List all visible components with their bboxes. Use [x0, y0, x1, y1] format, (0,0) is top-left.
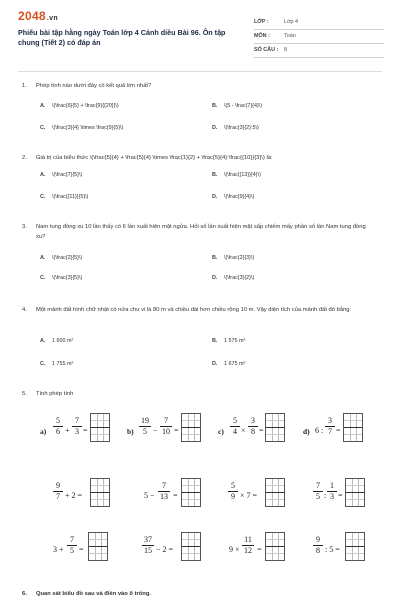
- fraction: $\frac{5}{9}$: [228, 482, 238, 501]
- fraction: $\frac{3}{8}$: [248, 417, 258, 436]
- answer-box[interactable]: [181, 532, 201, 561]
- meta-subject: MÔN : Toán: [254, 29, 384, 44]
- question-1: 1. Phép tính nào dưới đây có kết quả lớn nhất? A. \(\frac{6}{5} + \frac{9}{{20}}\) B. \(5 - \frac{7}{4}\) C. \(\frac{3}{4} \times \frac{9}{5}\) D. \(\frac{3}{2}:5\): [22, 83, 263, 131]
- part-d-label: d): [303, 427, 310, 436]
- answer-box[interactable]: [265, 478, 285, 507]
- equals: =: [79, 545, 84, 554]
- question-3: 3. Nam tung đồng xu 10 lần thấy có 6 lần xuất hiện mặt ngửa. Hỏi số lần xuất hiện mặt sấp chiếm mấy phần số lần Nam tung đồng xu? A. \(\frac{2}{5}\) B. \(\frac{2}{3}\) C. \(\frac{3}{5}\) D. \(\frac{3}{2}\): [22, 224, 366, 281]
- part-b-label: b): [127, 427, 134, 436]
- fraction: $\frac{37}{15}$: [144, 535, 152, 555]
- operator: +: [65, 426, 70, 435]
- question-4: 4. Một mảnh đất hình chữ nhật có nửa chu vi là 80 m và chiều dài hơn chiều rộng 10 m. Vậy diện tích của mảnh đất đó bằng: A. 1 600 m² B. 1 575 m² C. 1 755 m² D. 1 675 m²: [22, 307, 352, 367]
- question-2: 2. Giá trị của biểu thức \(\frac{5}{4} + \frac{5}{4} \times \frac{1}{2} + \frac{5}{4}:\frac{{10}}{3}\) là: A. \(\frac{7}{5}\) B. \(\frac{{13}}{4}\) C. \(\frac{{11}}{5}\) D. \(\frac{9}{4}\): [22, 155, 273, 200]
- fraction: $\frac{7}{5}$: [67, 536, 77, 555]
- fraction: $\frac{9}{8}$: [313, 536, 323, 555]
- worksheet-title: Phiếu bài tập hằng ngày Toán lớp 4 Cánh diều Bài 96. Ôn tập chung (Tiết 2) có đáp án: [18, 28, 226, 47]
- operator: + 2 =: [65, 491, 83, 500]
- part-a-label: a): [40, 427, 47, 436]
- fraction: $\frac{5}{4}$: [230, 417, 240, 436]
- site-logo[interactable]: 2048.vn: [18, 9, 58, 23]
- answer-box[interactable]: [265, 532, 285, 561]
- equals: =: [338, 491, 343, 500]
- question-5: 5. Tính phép tính: [22, 391, 74, 397]
- operator: 9 ×: [229, 545, 240, 554]
- fraction: $\frac{7}{3}$: [72, 417, 82, 436]
- operator: : 5 =: [325, 545, 340, 554]
- equals: =: [257, 545, 262, 554]
- answer-box[interactable]: [88, 532, 108, 561]
- fraction: $\frac{7}{5}$: [313, 482, 323, 501]
- answer-box[interactable]: [181, 413, 201, 442]
- fraction: $\frac{3}{7}$: [325, 417, 335, 436]
- answer-box[interactable]: [181, 478, 201, 507]
- operator: 3 +: [53, 545, 64, 554]
- answer-box[interactable]: [90, 478, 110, 507]
- operator: − 2 =: [156, 545, 174, 554]
- whole-number: 6: [315, 426, 319, 435]
- equals: =: [259, 426, 264, 435]
- equals: =: [336, 426, 341, 435]
- equals: =: [173, 491, 178, 500]
- fraction: $\frac{11}{12}$: [244, 535, 252, 555]
- question-6: 6. Quan sát biểu đồ sau và điền vào ô trống.: [22, 591, 151, 597]
- fraction: $\frac{19}{5}$: [141, 416, 149, 436]
- fraction: $\frac{7}{10}$: [162, 416, 170, 436]
- fraction: $\frac{7}{13}$: [160, 481, 168, 501]
- fraction: $\frac{5}{6}$: [53, 417, 63, 436]
- operator: × 7 =: [240, 491, 258, 500]
- meta-class: LỚP : Lớp 4: [254, 15, 384, 30]
- operator: ×: [241, 426, 246, 435]
- part-c-label: c): [218, 427, 224, 436]
- answer-box[interactable]: [345, 478, 365, 507]
- operator: :: [324, 491, 327, 500]
- fraction: $\frac{1}{3}$: [327, 482, 337, 501]
- operator: −: [153, 426, 158, 435]
- operator: :: [321, 426, 324, 435]
- answer-box[interactable]: [265, 413, 285, 442]
- fraction: $\frac{9}{7}$: [53, 482, 63, 501]
- operator: 5 −: [144, 491, 155, 500]
- equals: =: [174, 426, 179, 435]
- answer-box[interactable]: [90, 413, 110, 442]
- answer-box[interactable]: [343, 413, 363, 442]
- meta-question-count: SỐ CÂU : 8: [254, 43, 384, 58]
- answer-box[interactable]: [345, 532, 365, 561]
- equals: =: [83, 426, 88, 435]
